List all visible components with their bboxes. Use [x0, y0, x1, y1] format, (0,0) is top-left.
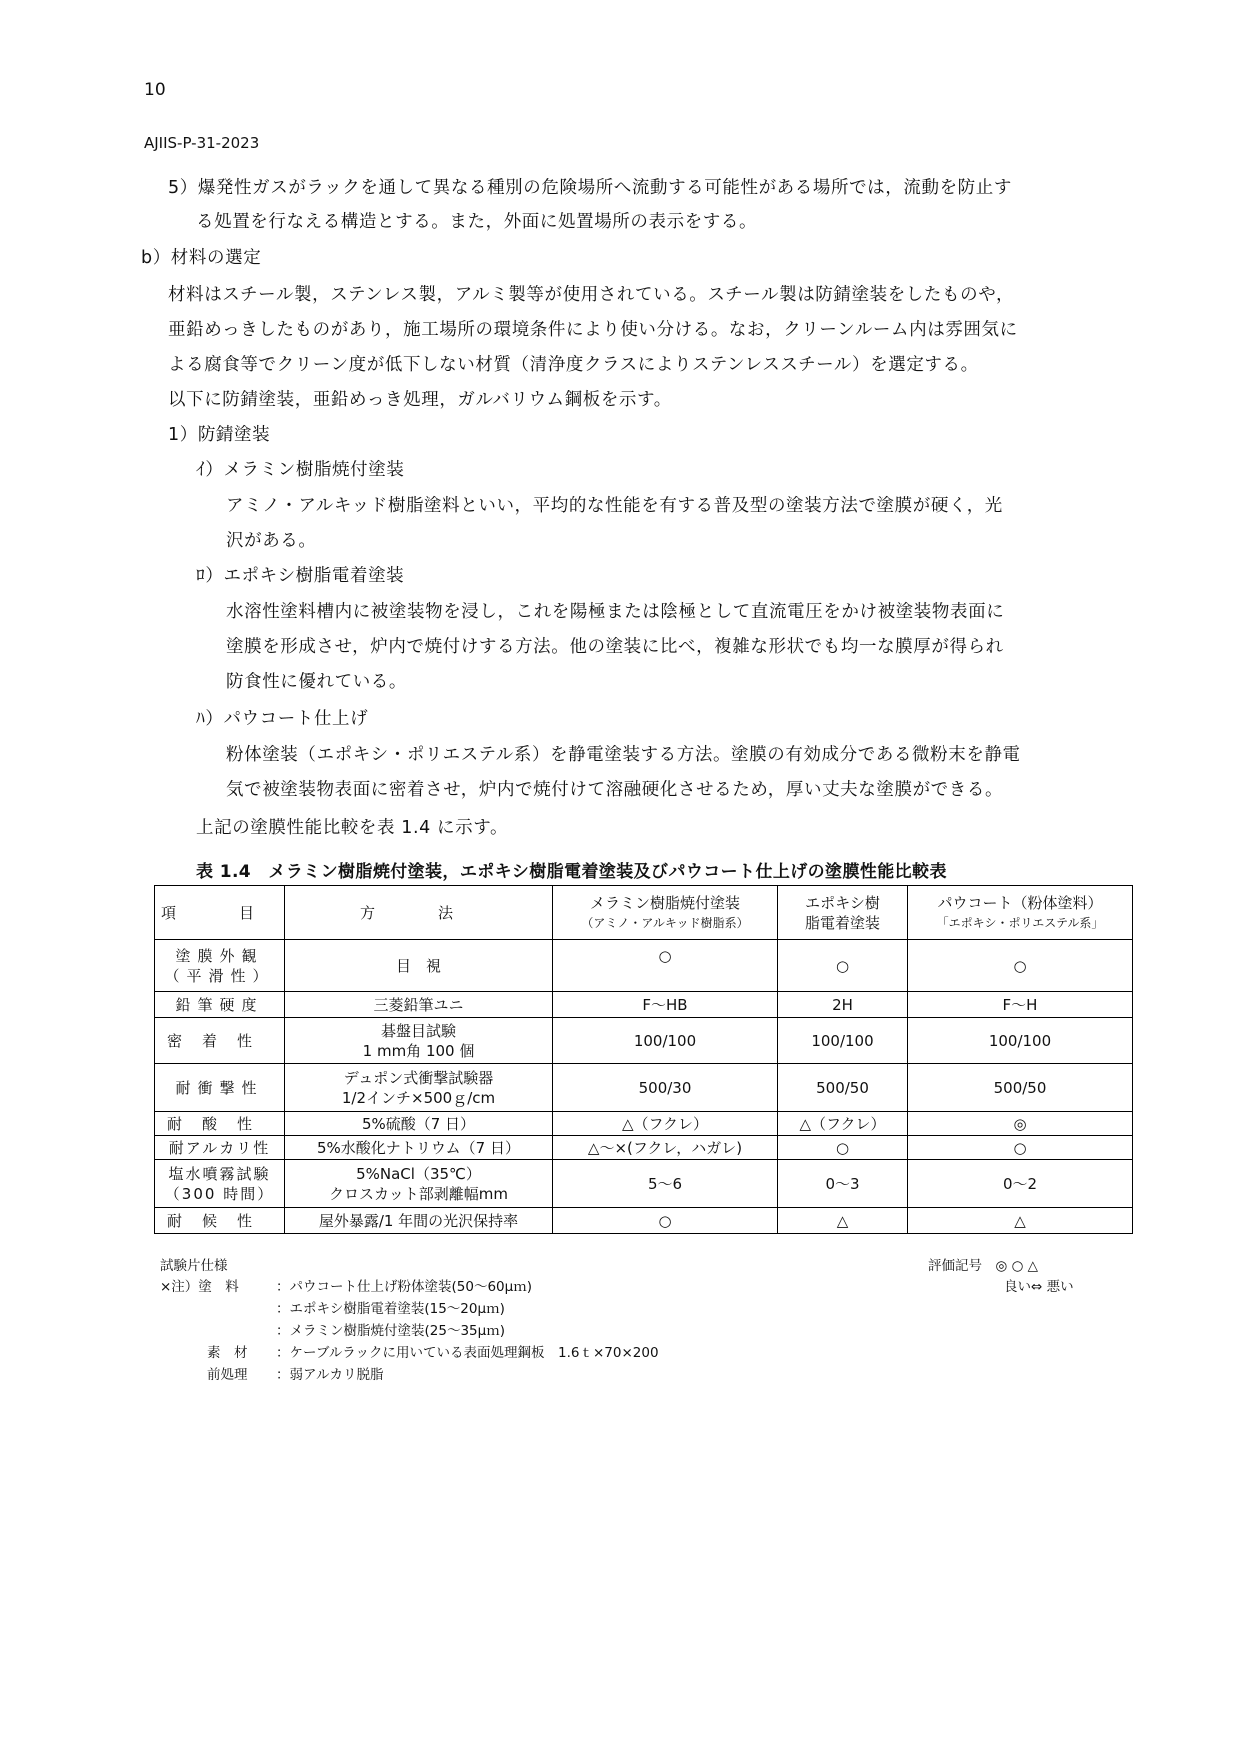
row-method-line2: クロスカット部剥離幅mm — [328, 1184, 509, 1203]
body-line: 粉体塗装（エポキシ・ポリエステル系）を静電塗装する方法。塗膜の有効成分である微粉末を静電 — [226, 745, 1021, 765]
header-epoxy — [778, 886, 908, 940]
row-melamine: 100/100 — [553, 1018, 778, 1064]
row-method: 5%水酸化ナトリウム（7 日） — [285, 1136, 553, 1160]
body-line: アミノ・アルキッド樹脂塗料といい，平均的な性能を有する普及型の塗装方法で塗膜が硬く，光 — [226, 496, 1003, 516]
row-item-label: 塗膜外観 — [175, 946, 264, 965]
row-paw: ○ — [908, 1136, 1133, 1160]
row-melamine: △（フクレ） — [553, 1112, 778, 1136]
row-method-line2: 1/2インチ×500ｇ/cm — [341, 1088, 496, 1107]
table-row — [155, 1136, 1133, 1160]
row-melamine: 500/30 — [553, 1064, 778, 1112]
body-line: 材料はスチール製，ステンレス製，アルミ製等が使用されている。スチール製は防錆塗装をしたものや， — [168, 285, 1015, 305]
row-method-line1: 5%NaCl（35℃） — [356, 1164, 481, 1183]
table-row — [155, 1064, 1133, 1112]
body-line: 亜鉛めっきしたものがあり，施工場所の環境条件により使い分ける。なお，クリーンルーム内は雰囲気に — [168, 320, 1018, 340]
row-melamine: 5～6 — [553, 1160, 778, 1208]
row-melamine: ○ — [553, 940, 778, 992]
header-item: 項 目 — [155, 886, 285, 940]
row-item-sub: （300 時間） — [164, 1184, 275, 1203]
row-item: 密着性 — [155, 1018, 285, 1064]
table-row — [155, 1160, 1133, 1208]
row-epoxy: ○ — [778, 940, 908, 992]
body-line: 上記の塗膜性能比較を表 1.4 に示す。 — [196, 818, 509, 838]
body-line: よる腐食等でクリーン度が低下しない材質（清浄度クラスによりステンレススチール）を選定する。 — [168, 355, 979, 375]
section-heading: b）材料の選定 — [141, 248, 262, 268]
row-paw: 0～2 — [908, 1160, 1133, 1208]
body-line: 防食性に優れている。 — [226, 672, 407, 692]
row-melamine: ○ — [553, 1208, 778, 1234]
table-row — [155, 1208, 1133, 1234]
item-heading: ﾛ）エポキシ樹脂電着塗装 — [196, 566, 405, 586]
body-line: る処置を行なえる構造とする。また，外面に処置場所の表示をする。 — [196, 212, 758, 232]
note-material-label: 素 材 — [207, 1345, 248, 1361]
note-pretreatment-label: 前処理 — [207, 1367, 248, 1383]
row-item: 耐候性 — [155, 1208, 285, 1234]
row-method — [285, 1160, 553, 1208]
header-epoxy-line2: 脂電着塗装 — [804, 913, 880, 932]
note-paint-2: ：エポキシ樹脂電着塗装(15～20μｍ) — [276, 1301, 505, 1317]
row-paw: 100/100 — [908, 1018, 1133, 1064]
row-epoxy: △（フクレ） — [778, 1112, 908, 1136]
row-epoxy: 500/50 — [778, 1064, 908, 1112]
body-line: 気で被塗装物表面に密着させ，炉内で焼付けて溶融硬化させるため，厚い丈夫な塗膜ができる。 — [226, 780, 1004, 800]
row-item — [155, 940, 285, 992]
note-paint-1: ：パウコート仕上げ粉体塗装(50～60μｍ) — [276, 1279, 532, 1295]
header-melamine-title: メラミン樹脂焼付塗装 — [589, 893, 740, 912]
page-number: 10 — [144, 80, 166, 100]
row-paw: ◎ — [908, 1112, 1133, 1136]
row-method-line1: デュポン式衝撃試験器 — [343, 1068, 494, 1087]
note-pretreatment: ：弱アルカリ脱脂 — [276, 1367, 384, 1383]
header-paw-sub: 「エポキシ・ポリエステル系」 — [936, 915, 1104, 930]
row-paw: F～H — [908, 992, 1133, 1018]
body-line: 5）爆発性ガスがラックを通して異なる種別の危険場所へ流動する可能性がある場所では，流動を防止す — [168, 178, 1012, 198]
table-caption: 表 1.4 メラミン樹脂焼付塗装，エポキシ樹脂電着塗装及びパウコート仕上げの塗膜性能比較表 — [196, 862, 947, 882]
row-item-sub: （平滑性） — [164, 966, 275, 985]
header-melamine — [553, 886, 778, 940]
document-id: AJIIS-P-31-2023 — [144, 134, 260, 152]
row-method-line1: 碁盤目試験 — [380, 1021, 456, 1040]
header-method: 方 法 — [285, 886, 553, 940]
row-item: 鉛筆硬度 — [155, 992, 285, 1018]
row-paw: 500/50 — [908, 1064, 1133, 1112]
item-heading: ｲ）メラミン樹脂焼付塗装 — [196, 460, 405, 480]
body-line: 水溶性塗料槽内に被塗装物を浸し，これを陽極または陰極として直流電圧をかけ被塗装物表面に — [226, 602, 1005, 622]
item-heading: ﾊ）パウコート仕上げ — [196, 709, 369, 729]
table-header-row — [155, 886, 1133, 940]
row-epoxy: 100/100 — [778, 1018, 908, 1064]
row-method: 三菱鉛筆ユニ — [285, 992, 553, 1018]
row-melamine: △～×(フクレ，ハガレ) — [553, 1136, 778, 1160]
body-line: 沢がある。 — [226, 531, 317, 551]
body-line: 塗膜を形成させ，炉内で焼付けする方法。他の塗装に比べ，複雑な形状でも均一な膜厚が得られ — [226, 637, 1004, 657]
table-row — [155, 940, 1133, 992]
header-paw — [908, 886, 1133, 940]
note-material: ：ケーブルラックに用いている表面処理鋼板 1.6ｔ×70×200 — [276, 1345, 659, 1361]
row-item — [155, 1160, 285, 1208]
header-epoxy-line1: エポキシ樹 — [805, 893, 880, 912]
row-epoxy: ○ — [778, 1136, 908, 1160]
note-paint-3: ：メラミン樹脂焼付塗装(25～35μｍ) — [276, 1323, 505, 1339]
row-item: 耐アルカリ性 — [155, 1136, 285, 1160]
note-paint-label: ×注）塗 料 — [160, 1279, 239, 1295]
row-paw: ○ — [908, 940, 1133, 992]
row-method: 目 視 — [285, 940, 553, 992]
row-item: 耐衝撃性 — [155, 1064, 285, 1112]
row-item-label: 塩水噴霧試験 — [168, 1164, 271, 1183]
header-paw-title: パウコート（粉体塗料） — [937, 893, 1103, 912]
row-method-line2: 1 mm角 100 個 — [362, 1041, 475, 1060]
row-method: 5%硫酸（7 日） — [285, 1112, 553, 1136]
row-method — [285, 1064, 553, 1112]
subsection-heading: 1）防錆塗装 — [168, 425, 271, 445]
evaluation-symbols: 評価記号 ◎ ○ △ — [928, 1258, 1039, 1274]
table-row — [155, 1112, 1133, 1136]
row-item: 耐酸性 — [155, 1112, 285, 1136]
evaluation-scale: 良い⇔ 悪い — [1004, 1279, 1074, 1295]
row-paw: △ — [908, 1208, 1133, 1234]
row-method: 屋外暴露/1 年間の光沢保持率 — [285, 1208, 553, 1234]
spec-title: 試験片仕様 — [160, 1258, 228, 1274]
row-epoxy: 0～3 — [778, 1160, 908, 1208]
table-row — [155, 1018, 1133, 1064]
row-method — [285, 1018, 553, 1064]
row-epoxy: 2H — [778, 992, 908, 1018]
table-row — [155, 992, 1133, 1018]
row-epoxy: △ — [778, 1208, 908, 1234]
header-melamine-sub: （アミノ・アルキッド樹脂系） — [581, 915, 749, 930]
comparison-table — [154, 885, 1133, 1234]
row-melamine: F～HB — [553, 992, 778, 1018]
body-line: 以下に防錆塗装，亜鉛めっき処理，ガルバリウム鋼板を示す。 — [168, 390, 672, 410]
